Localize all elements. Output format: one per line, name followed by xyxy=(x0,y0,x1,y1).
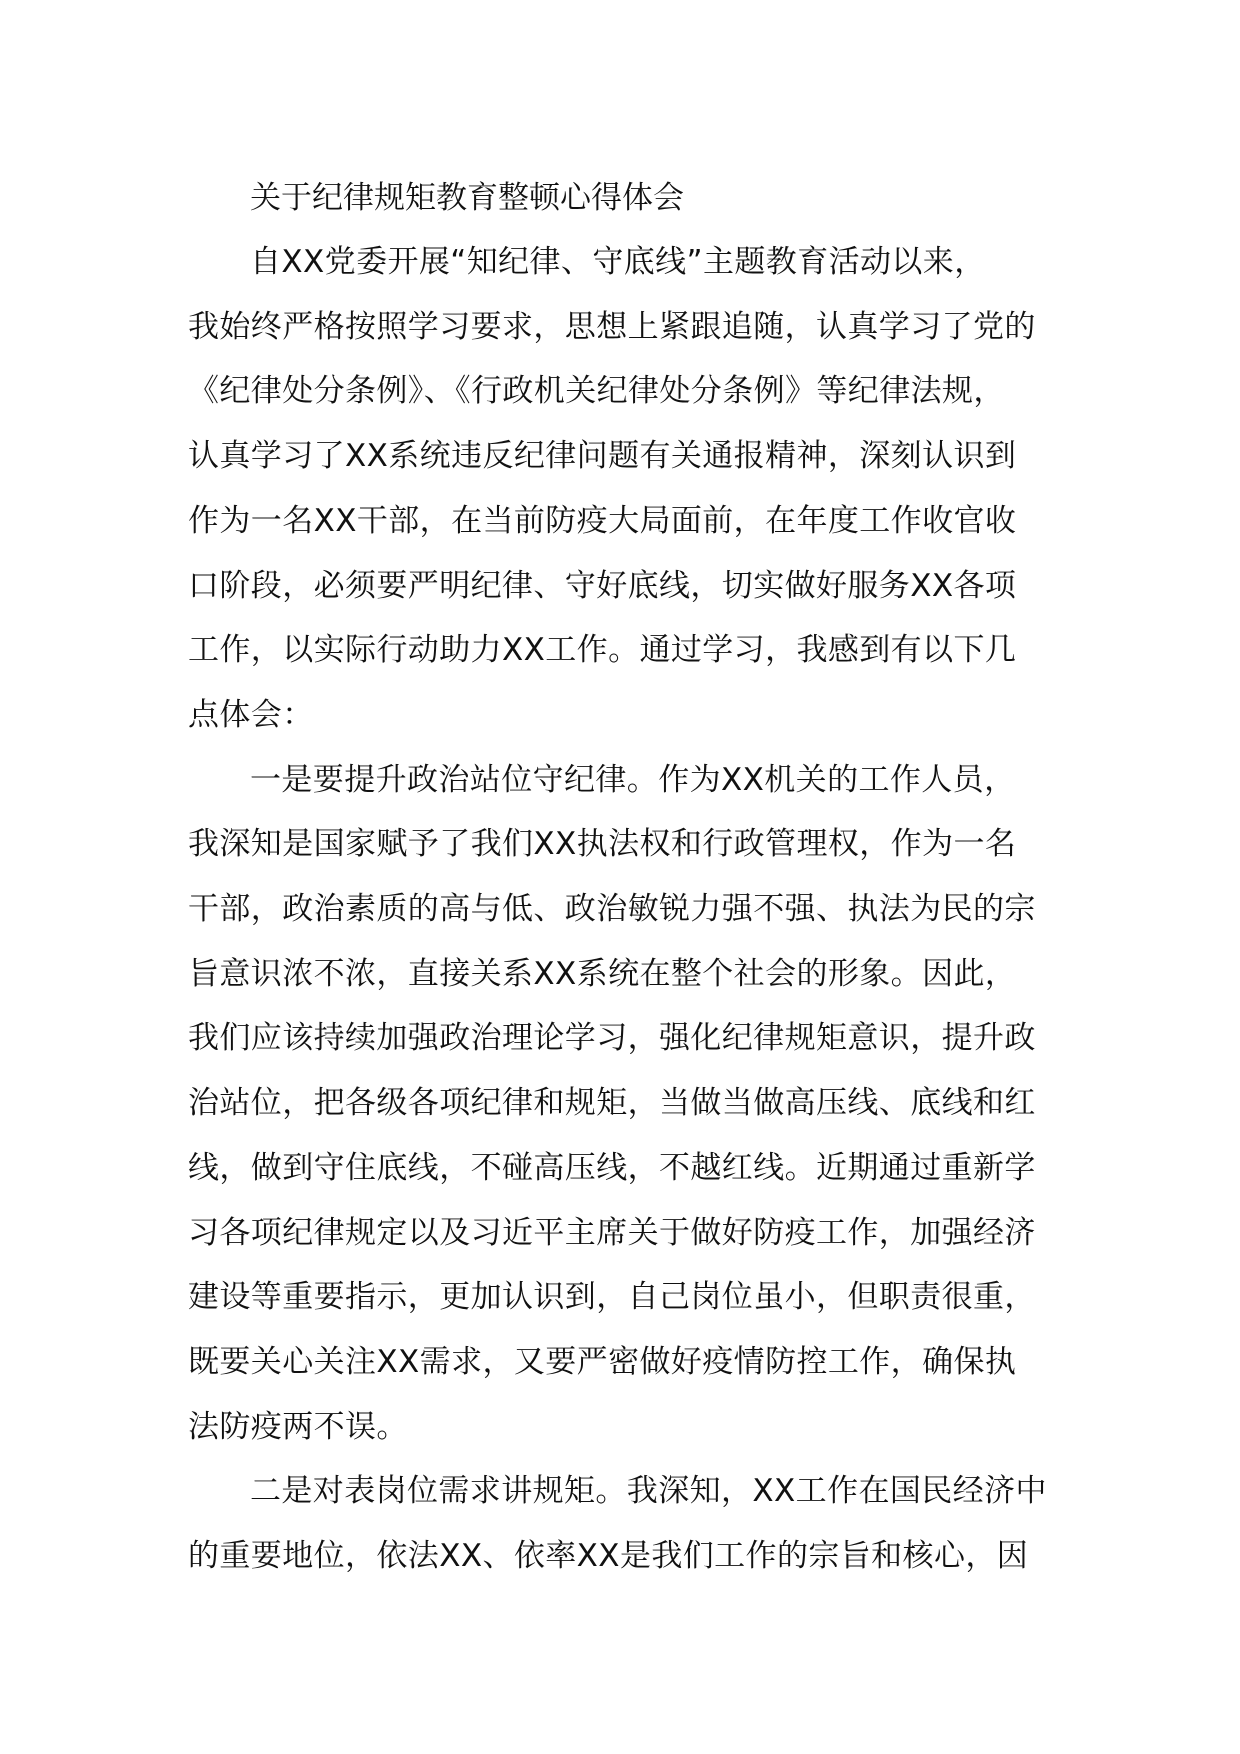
text-line: 建设等重要指示，更加认识到，自己岗位虽小，但职责很重， xyxy=(188,1279,1036,1316)
text-line: 干部，政治素质的高与低、政治敏锐力强不强、执法为民的宗 xyxy=(188,891,1036,928)
text-line: 旨意识浓不浓，直接关系XX系统在整个社会的形象。因此， xyxy=(188,955,1017,992)
document-body xyxy=(188,166,1060,1589)
text-line: 法防疫两不误。 xyxy=(188,1408,408,1445)
text-line: 我始终严格按照学习要求，思想上紧跟追随，认真学习了党的 xyxy=(188,308,1036,345)
paragraph-point-two xyxy=(188,1459,1060,1588)
paragraph-intro xyxy=(188,230,1060,748)
text-line: 的重要地位，依法XX、依率XX是我们工作的宗旨和核心，因 xyxy=(188,1538,1029,1575)
text-line: 既要关心关注XX需求，又要严密做好疫情防控工作，确保执 xyxy=(188,1343,1017,1380)
paragraph-point-one xyxy=(188,748,1060,1460)
text-line: 自XX党委开展“知纪律、守底线”主题教育活动以来， xyxy=(250,244,986,280)
document-title: 关于纪律规矩教育整顿心得体会 xyxy=(250,180,684,216)
text-line: 认真学习了XX系统违反纪律问题有关通报精神，深刻认识到 xyxy=(188,438,1017,475)
text-line: 一是要提升政治站位守纪律。作为XX机关的工作人员， xyxy=(250,761,1016,798)
text-line: 工作，以实际行动助力XX工作。通过学习，我感到有以下几 xyxy=(188,632,1017,669)
text-line: 我们应该持续加强政治理论学习，强化纪律规矩意识，提升政 xyxy=(188,1020,1036,1057)
text-line: 治站位，把各级各项纪律和规矩，当做当做高压线、底线和红 xyxy=(188,1085,1036,1122)
text-line: 点体会： xyxy=(188,696,314,733)
text-line: 我深知是国家赋予了我们XX执法权和行政管理权，作为一名 xyxy=(188,826,1017,863)
text-line: 线，做到守住底线，不碰高压线，不越红线。近期通过重新学 xyxy=(188,1149,1036,1186)
text-line: 作为一名XX干部，在当前防疫大局面前，在年度工作收官收 xyxy=(188,502,1017,539)
text-line: 口阶段，必须要严明纪律、守好底线，切实做好服务XX各项 xyxy=(188,567,1017,604)
text-line: 《纪律处分条例》、《行政机关纪律处分条例》等纪律法规， xyxy=(188,373,1005,410)
text-line: 习各项纪律规定以及习近平主席关于做好防疫工作，加强经济 xyxy=(188,1214,1036,1251)
text-line: 二是对表岗位需求讲规矩。我深知，XX工作在国民经济中 xyxy=(250,1473,1047,1510)
